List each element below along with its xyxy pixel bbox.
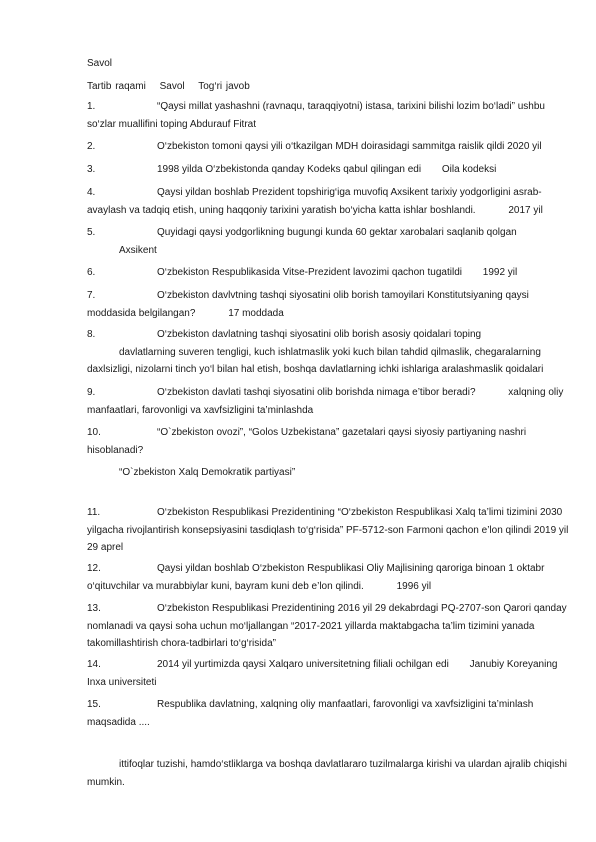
header-col-answer: Tog‘ri javob: [198, 81, 250, 92]
question-text: 1998 yilda O‘zbekistonda qanday Kodeks qabul qilingan edi: [157, 164, 422, 175]
question-text: O‘zbekiston tomoni qaysi yili o‘tkazilgan MDH doirasidagi sammitga raislik qildi: [157, 141, 505, 152]
question-item: [87, 560, 573, 595]
question-item: [87, 184, 573, 219]
question-item: [87, 384, 573, 419]
question-item: [87, 326, 573, 379]
answer-text: ittifoqlar tuzishi, hamdo‘stliklarga va boshqa davlatlararo tuzilmalarga kirishi va ulardan ajralib chiqishi mumkin.: [87, 759, 567, 788]
question-text: Respublika davlatning, xalqning oliy manfaatlari, farovonligi va xavfsizligini ta’minlash maqsadida ....: [87, 699, 534, 728]
question-text: O‘zbekiston davlatning tashqi siyosatini olib borish asosiy qoidalari toping: [157, 329, 482, 340]
question-item: [87, 696, 573, 731]
answer-text: 2020 yil: [507, 141, 542, 152]
question-number: 6.: [87, 267, 96, 278]
table-header: [87, 81, 260, 92]
question-number: 2.: [87, 141, 96, 152]
question-item: [87, 224, 573, 259]
question-text: O‘zbekiston davlvtning tashqi siyosatini olib borish tamoyilari Konstitutsiyaning qaysi moddasida belgilangan?: [87, 290, 529, 319]
question-item: [87, 424, 573, 459]
question-item: [87, 98, 573, 133]
question-number: 11.: [87, 507, 101, 518]
question-item: [87, 264, 573, 282]
answer-text: 17 moddada: [228, 307, 284, 319]
question-text: O‘zbekiston davlati tashqi siyosatini olib borishda nimaga e’tibor beradi?: [157, 387, 476, 398]
question-text: Quyidagi qaysi yodgorlikning bugungi kunda 60 gektar xarobalari saqlanib qolgan: [157, 227, 517, 238]
answer-text: Janubiy Koreyaning Inxa universiteti: [87, 659, 558, 688]
question-number: 1.: [87, 101, 96, 112]
header-col-order: Tartib raqami: [87, 81, 146, 92]
answer-text: davlatlarning suveren tengligi, kuch ishlatmaslik yoki kuch bilan tahdid qilmaslik, chegaralarning daxlsizligi, nizolarni tinch yo‘l bilan hal etish, boshqa davlatlarning ichki ishlariga aralashmaslik qoidalari: [87, 346, 544, 375]
question-item: [87, 600, 573, 653]
question-text: Qaysi yildan boshlab O‘zbekiston Respublikasi Oliy Majlisining qaroriga binoan 1 oktabr o‘qituvchilar va murabbiylar kuni, bayram kuni deb e’lon qilindi.: [87, 563, 545, 592]
question-number: 15.: [87, 699, 101, 710]
answer-text: 2019 yil 29 aprel: [87, 524, 569, 553]
question-number: 9.: [87, 387, 96, 398]
question-number: 10.: [87, 427, 101, 438]
question-item: [87, 161, 573, 179]
answer-text: “O`zbekiston Xalq Demokratik partiyasi”: [119, 467, 296, 478]
answer-text: Oila kodeksi: [441, 164, 497, 175]
answer-text: 1992 yil: [482, 267, 518, 278]
question-text: O‘zbekiston Respublikasida Vitse-Prezident lavozimi qachon tugatildi: [157, 267, 462, 278]
question-number: 12.: [87, 563, 101, 574]
answer-text: xalqning oliy manfaatlari, farovonligi va xavfsizligini ta’minlashda: [87, 387, 564, 416]
question-number: 3.: [87, 164, 96, 175]
document-title: Savol: [87, 58, 113, 69]
question-text: 2014 yil yurtimizda qaysi Xalqaro universitetning filiali ochilgan edi: [157, 659, 449, 670]
question-text: Qaysi yildan boshlab Prezident topshirig‘iga muvofiq Axsikent tarixiy yodgorligini asrab-avaylash va tadqiq etish, uning haqqoniy tarixini yaratish bo‘yicha katta ishlar boshlandi.: [87, 187, 542, 216]
question-number: 7.: [87, 290, 96, 301]
question-number: 5.: [87, 227, 96, 238]
question-item: [87, 287, 573, 322]
answer-text: 1996 yil: [396, 580, 432, 592]
question-number: 14.: [87, 659, 101, 670]
question-text: “O`zbekiston ovozi”, “Golos Uzbekistana” gazetalari qaysi siyosiy partiyaning nashri hisoblanadi?: [87, 427, 527, 456]
answer-text: Axsikent: [119, 244, 157, 256]
question-item: [87, 138, 573, 156]
question-item: [87, 656, 573, 691]
question-text: O‘zbekiston Respublikasi Prezidentining 2016 yil 29 dekabrdagi PQ-2707-son Qarori qanday nomlanadi va qaysi soha uchun mo‘ljallangan: [87, 603, 567, 632]
answer-text: 2017 yil: [508, 204, 543, 216]
answer-block: [87, 756, 573, 791]
answer-block: [87, 464, 573, 482]
question-number: 13.: [87, 603, 101, 614]
answer-text: Abdurauf Fitrat: [189, 118, 256, 130]
question-number: 8.: [87, 329, 96, 340]
header-col-question: Savol: [159, 81, 185, 92]
answer-text: “2017-2021 yillarda maktabgacha ta’lim tizimini yanada takomillashtirish chora-tadbirlari to‘g‘risida”: [87, 620, 535, 649]
question-number: 4.: [87, 187, 96, 198]
question-text: “Qaysi millat yashashni (ravnaqu, taraqqiyotni) istasa, tarixini bilishi lozim bo‘ladi” ushbu so‘zlar muallifini toping: [87, 101, 545, 130]
question-text: O‘zbekiston Respublikasi Prezidentining “O‘zbekiston Respublikasi Xalq ta’limi tizimini 2030 yilgacha rivojlantirish konsepsiyasini tasdiqlash to‘g‘risida” PF-5712-son Farmoni qachon e’lon qilindi: [87, 507, 563, 536]
question-item: [87, 504, 573, 557]
